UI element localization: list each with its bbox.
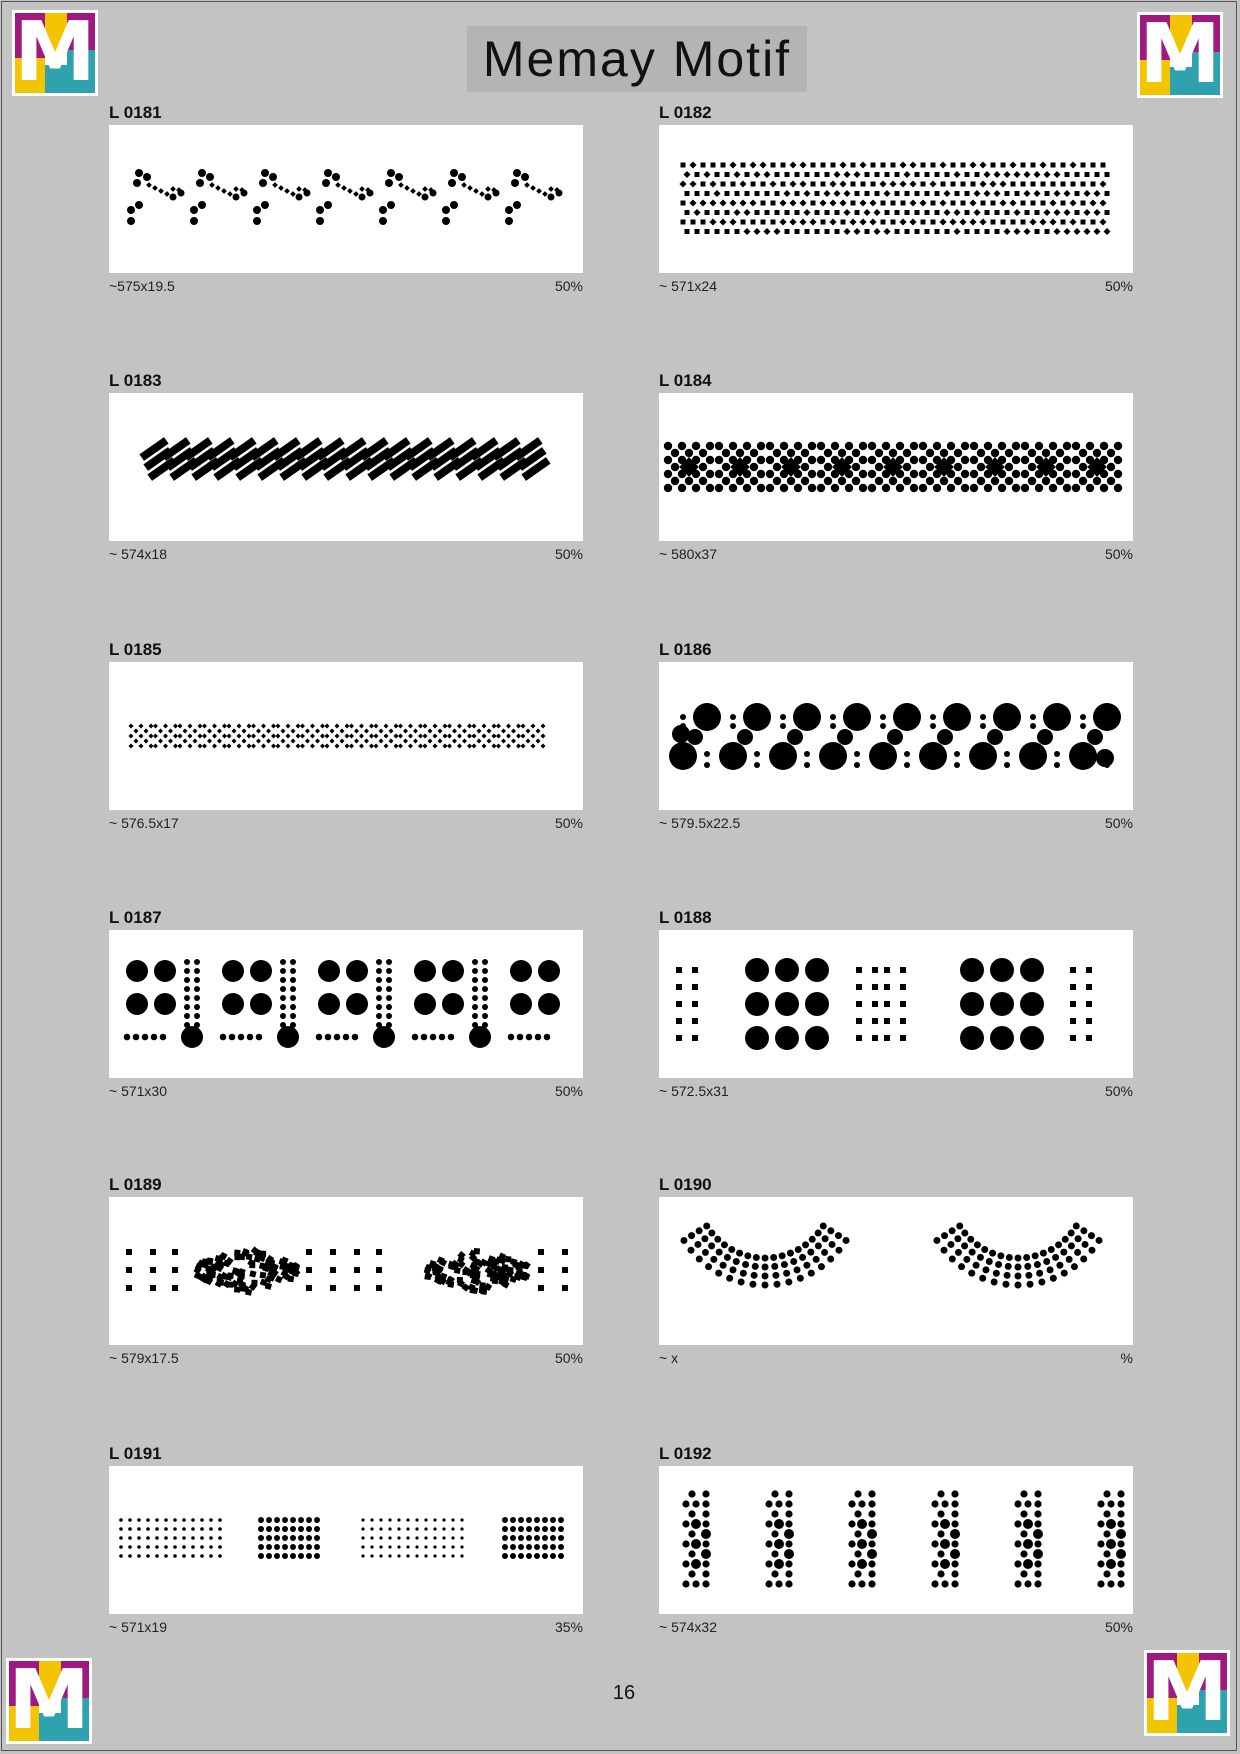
motif-pattern-small-diamonds [109,662,583,810]
motif-preview [659,125,1133,273]
motif-size: ~ 580x37 [659,546,717,562]
motif-scale: 50% [554,546,583,562]
motif-size: ~ 576.5x17 [109,815,179,831]
motif-size: ~ 579.5x22.5 [659,815,741,831]
motif-preview [109,1197,583,1345]
logo-letter: M [8,1658,90,1744]
motif-card [109,640,583,835]
motif-scale: % [1120,1350,1133,1366]
motif-pattern-diamond-lattice [659,393,1133,541]
motif-scale: 50% [554,815,583,831]
motif-preview [109,662,583,810]
motif-scale: 50% [554,1083,583,1099]
motif-scale: 35% [554,1619,583,1635]
motif-code: L 0190 [659,1175,712,1194]
motif-card [659,103,1133,298]
motif-size: ~ 571x30 [109,1083,167,1099]
logo-letter: M [1146,1650,1228,1736]
motif-code: L 0192 [659,1444,712,1463]
motif-pattern-circle-grid [109,930,583,1078]
motif-pattern-scallop-dots [109,125,583,273]
motif-code: L 0184 [659,371,712,390]
motif-code: L 0183 [109,371,162,390]
logo-top-left [12,10,98,96]
motif-pattern-big-circles [659,662,1133,810]
logo-letter: M [1139,12,1221,98]
motif-size: ~ 572.5x31 [659,1083,729,1099]
logo-bottom-left [6,1658,92,1744]
motif-code: L 0188 [659,908,712,927]
motif-pattern-dot-blocks [109,1466,583,1614]
motif-code: L 0185 [109,640,162,659]
motif-code: L 0191 [109,1444,162,1463]
motif-scale: 50% [1104,815,1133,831]
motif-card [659,1175,1133,1370]
motif-size: ~ x [659,1350,679,1366]
page-title: Memay Motif [467,26,807,92]
motif-card [109,1175,583,1370]
motif-code: L 0187 [109,908,162,927]
motif-size: ~ 579x17.5 [109,1350,179,1366]
motif-pattern-mixed-squares [659,125,1133,273]
motif-card [659,640,1133,835]
motif-code: L 0186 [659,640,712,659]
motif-preview [659,662,1133,810]
motif-card [659,908,1133,1103]
motif-code: L 0181 [109,103,162,122]
motif-pattern-dot-columns [659,1466,1133,1614]
motif-code: L 0189 [109,1175,162,1194]
motif-code: L 0182 [659,103,712,122]
logo-bottom-right [1144,1650,1230,1736]
motif-card [109,371,583,566]
motif-preview [659,1466,1133,1614]
motif-card [109,103,583,298]
motif-pattern-chevron-bars [109,393,583,541]
motif-size: ~575x19.5 [109,278,175,294]
motif-scale: 50% [554,1350,583,1366]
motif-preview [109,1466,583,1614]
logo-letter: M [14,10,96,96]
motif-pattern-arcs [659,1197,1133,1345]
motif-preview [659,1197,1133,1345]
motif-card [659,1444,1133,1639]
motif-size: ~ 571x19 [109,1619,167,1635]
motif-preview [659,393,1133,541]
motif-scale: 50% [1104,1619,1133,1635]
motif-card [659,371,1133,566]
motif-preview [109,393,583,541]
motif-size: ~ 574x32 [659,1619,717,1635]
motif-pattern-scattered-squares [109,1197,583,1345]
motif-pattern-circle-clusters [659,930,1133,1078]
motif-preview [109,125,583,273]
motif-scale: 50% [554,278,583,294]
logo-top-right [1137,12,1223,98]
motif-scale: 50% [1104,546,1133,562]
motif-card [109,908,583,1103]
motif-preview [109,930,583,1078]
motif-scale: 50% [1104,1083,1133,1099]
motif-card [109,1444,583,1639]
motif-preview [659,930,1133,1078]
page-number: 16 [612,1682,636,1704]
motif-scale: 50% [1104,278,1133,294]
motif-size: ~ 571x24 [659,278,717,294]
motif-size: ~ 574x18 [109,546,167,562]
